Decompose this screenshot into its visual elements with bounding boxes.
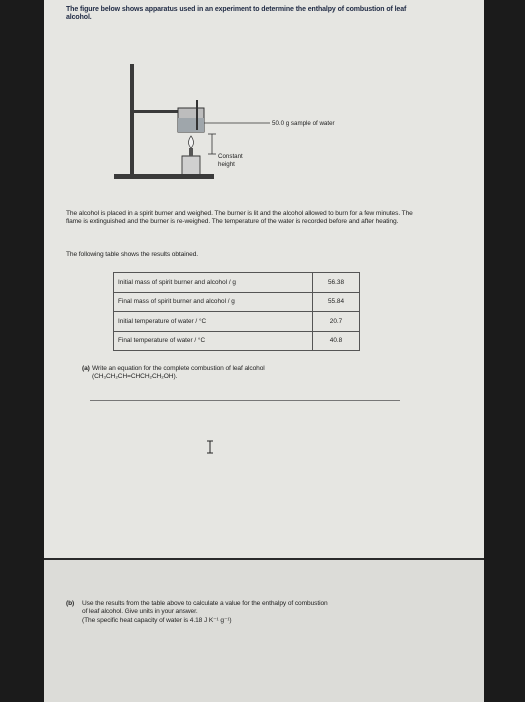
stand-base <box>114 174 214 179</box>
results-table <box>113 272 360 351</box>
answer-line[interactable] <box>90 400 400 401</box>
question-a-prompt: Write an equation for the complete combustion of leaf alcohol <box>92 365 265 372</box>
procedure-paragraph: The alcohol is placed in a spirit burner and weighed. The burner is lit and the alcohol allowed to burn for a few minutes. The flame is extinguished and the burner is re-weighed. The temperature of the water is recorded before and after heating. <box>66 210 413 226</box>
table-row <box>114 292 360 312</box>
intro-text: The figure below shows apparatus used in an experiment to determine the enthalpy of combustion of leaf alcohol. <box>66 6 407 22</box>
flame-icon <box>189 136 194 148</box>
water-level <box>178 118 204 132</box>
table-cell-value: 20.7 <box>313 312 360 332</box>
water-label: 50.0 g sample of water <box>272 120 335 127</box>
table-cell-quantity: Final mass of spirit burner and alcohol / g <box>114 292 313 312</box>
table-row <box>114 312 360 332</box>
question-b-text <box>82 600 412 625</box>
table-row <box>114 273 360 293</box>
table-intro-paragraph: The following table shows the results obtained. <box>66 251 199 258</box>
question-b-line-1: Use the results from the table above to calculate a value for the enthalpy of combustion <box>82 600 328 607</box>
table-cell-value: 55.84 <box>313 292 360 312</box>
question-b-line-3: (The specific heat capacity of water is 4.18 J K⁻¹ g⁻¹) <box>82 616 232 624</box>
question-b-line-2: of leaf alcohol. Give units in your answer. <box>82 608 198 616</box>
question-a-text <box>92 365 392 382</box>
text-cursor-icon <box>205 440 215 454</box>
retort-stand-rod <box>130 64 134 174</box>
worksheet-next-section <box>44 558 484 702</box>
burner-wick <box>189 148 193 156</box>
table-cell-value: 40.8 <box>313 331 360 351</box>
constant-label: Constant <box>218 153 243 160</box>
question-a-formula: (CH₃CH₂CH=CHCH₂CH₂OH). <box>92 373 178 381</box>
question-b-label: (b) <box>66 600 75 607</box>
table-cell-value: 56.38 <box>313 273 360 293</box>
apparatus-diagram <box>100 60 390 190</box>
table-cell-quantity: Initial mass of spirit burner and alcohol / g <box>114 273 313 293</box>
height-label: height <box>218 161 235 168</box>
table-row <box>114 331 360 351</box>
question-a-label: (a) <box>82 365 90 372</box>
table-cell-quantity: Final temperature of water / °C <box>114 331 313 351</box>
table-cell-quantity: Initial temperature of water / °C <box>114 312 313 332</box>
thermometer <box>196 100 198 130</box>
